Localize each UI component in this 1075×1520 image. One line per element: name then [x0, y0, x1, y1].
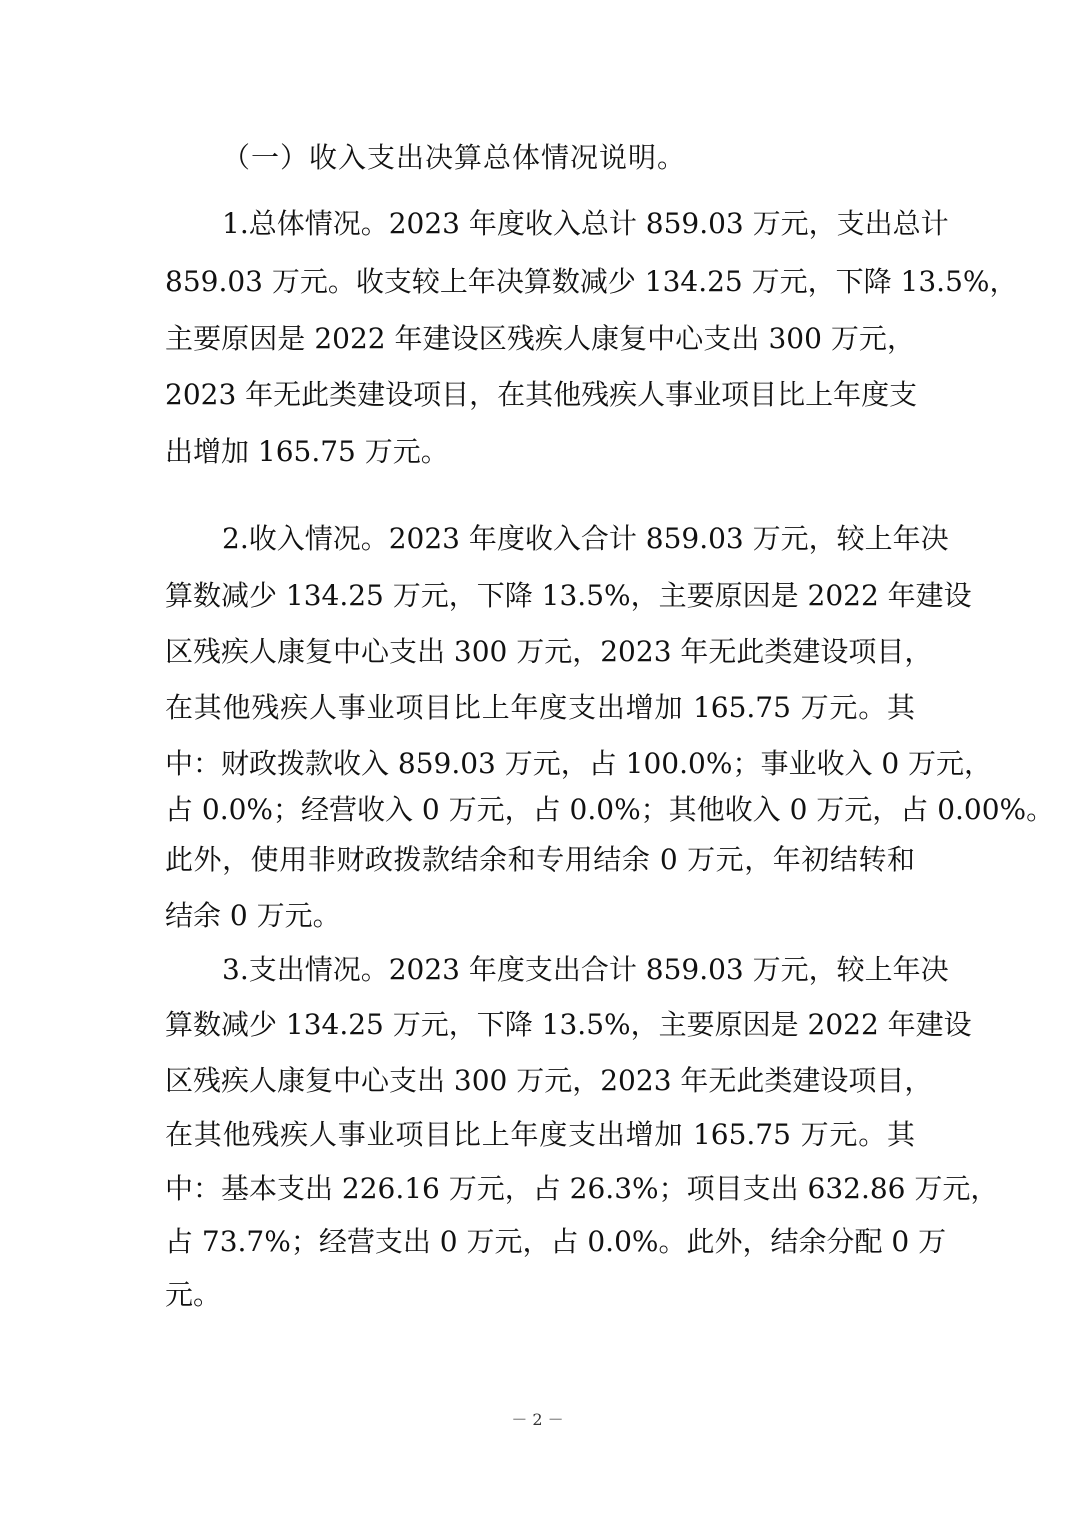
income-paragraph-line: 在其他残疾人事业项目比上年度支出增加 165.75 万元。其 [165, 691, 915, 724]
expenditure-paragraph-line: 在其他残疾人事业项目比上年度支出增加 165.75 万元。其 [165, 1118, 915, 1151]
expenditure-paragraph-line: 占 73.7%；经营支出 0 万元，占 0.0%。此外，结余分配 0 万 [165, 1225, 947, 1258]
expenditure-paragraph-line: 3.支出情况。2023 年度支出合计 859.03 万元，较上年决 [222, 953, 949, 986]
expenditure-paragraph-line: 算数减少 134.25 万元，下降 13.5%，主要原因是 2022 年建设 [165, 1008, 972, 1041]
income-paragraph-line: 2.收入情况。2023 年度收入合计 859.03 万元，较上年决 [222, 522, 949, 555]
income-paragraph-line: 占 0.0%；经营收入 0 万元，占 0.0%；其他收入 0 万元，占 0.00%。 [165, 793, 1055, 826]
income-paragraph-line: 算数减少 134.25 万元，下降 13.5%，主要原因是 2022 年建设 [165, 579, 972, 612]
expenditure-paragraph-line: 区残疾人康复中心支出 300 万元，2023 年无此类建设项目， [165, 1064, 933, 1097]
section-heading: （一）收入支出决算总体情况说明。 [222, 141, 687, 174]
income-paragraph-line: 中：财政拨款收入 859.03 万元，占 100.0%；事业收入 0 万元， [165, 747, 993, 780]
income-paragraph-line: 此外，使用非财政拨款结余和专用结余 0 万元，年初结转和 [165, 843, 915, 876]
overall-paragraph-line: 主要原因是 2022 年建设区残疾人康复中心支出 300 万元， [165, 322, 915, 355]
page-number: － 2 － [511, 1410, 564, 1429]
overall-paragraph-line: 1.总体情况。2023 年度收入总计 859.03 万元，支出总计 [222, 207, 949, 240]
overall-paragraph-line: 2023 年无此类建设项目，在其他残疾人事业项目比上年度支 [165, 378, 918, 411]
income-paragraph-line: 结余 0 万元。 [165, 899, 341, 932]
expenditure-paragraph-line: 中：基本支出 226.16 万元，占 26.3%；项目支出 632.86 万元， [165, 1172, 999, 1205]
overall-paragraph-line: 859.03 万元。收支较上年决算数减少 134.25 万元，下降 13.5%， [165, 265, 1018, 298]
income-paragraph-line: 区残疾人康复中心支出 300 万元，2023 年无此类建设项目， [165, 635, 933, 668]
expenditure-paragraph-line: 元。 [165, 1278, 222, 1311]
overall-paragraph-line: 出增加 165.75 万元。 [165, 435, 449, 468]
